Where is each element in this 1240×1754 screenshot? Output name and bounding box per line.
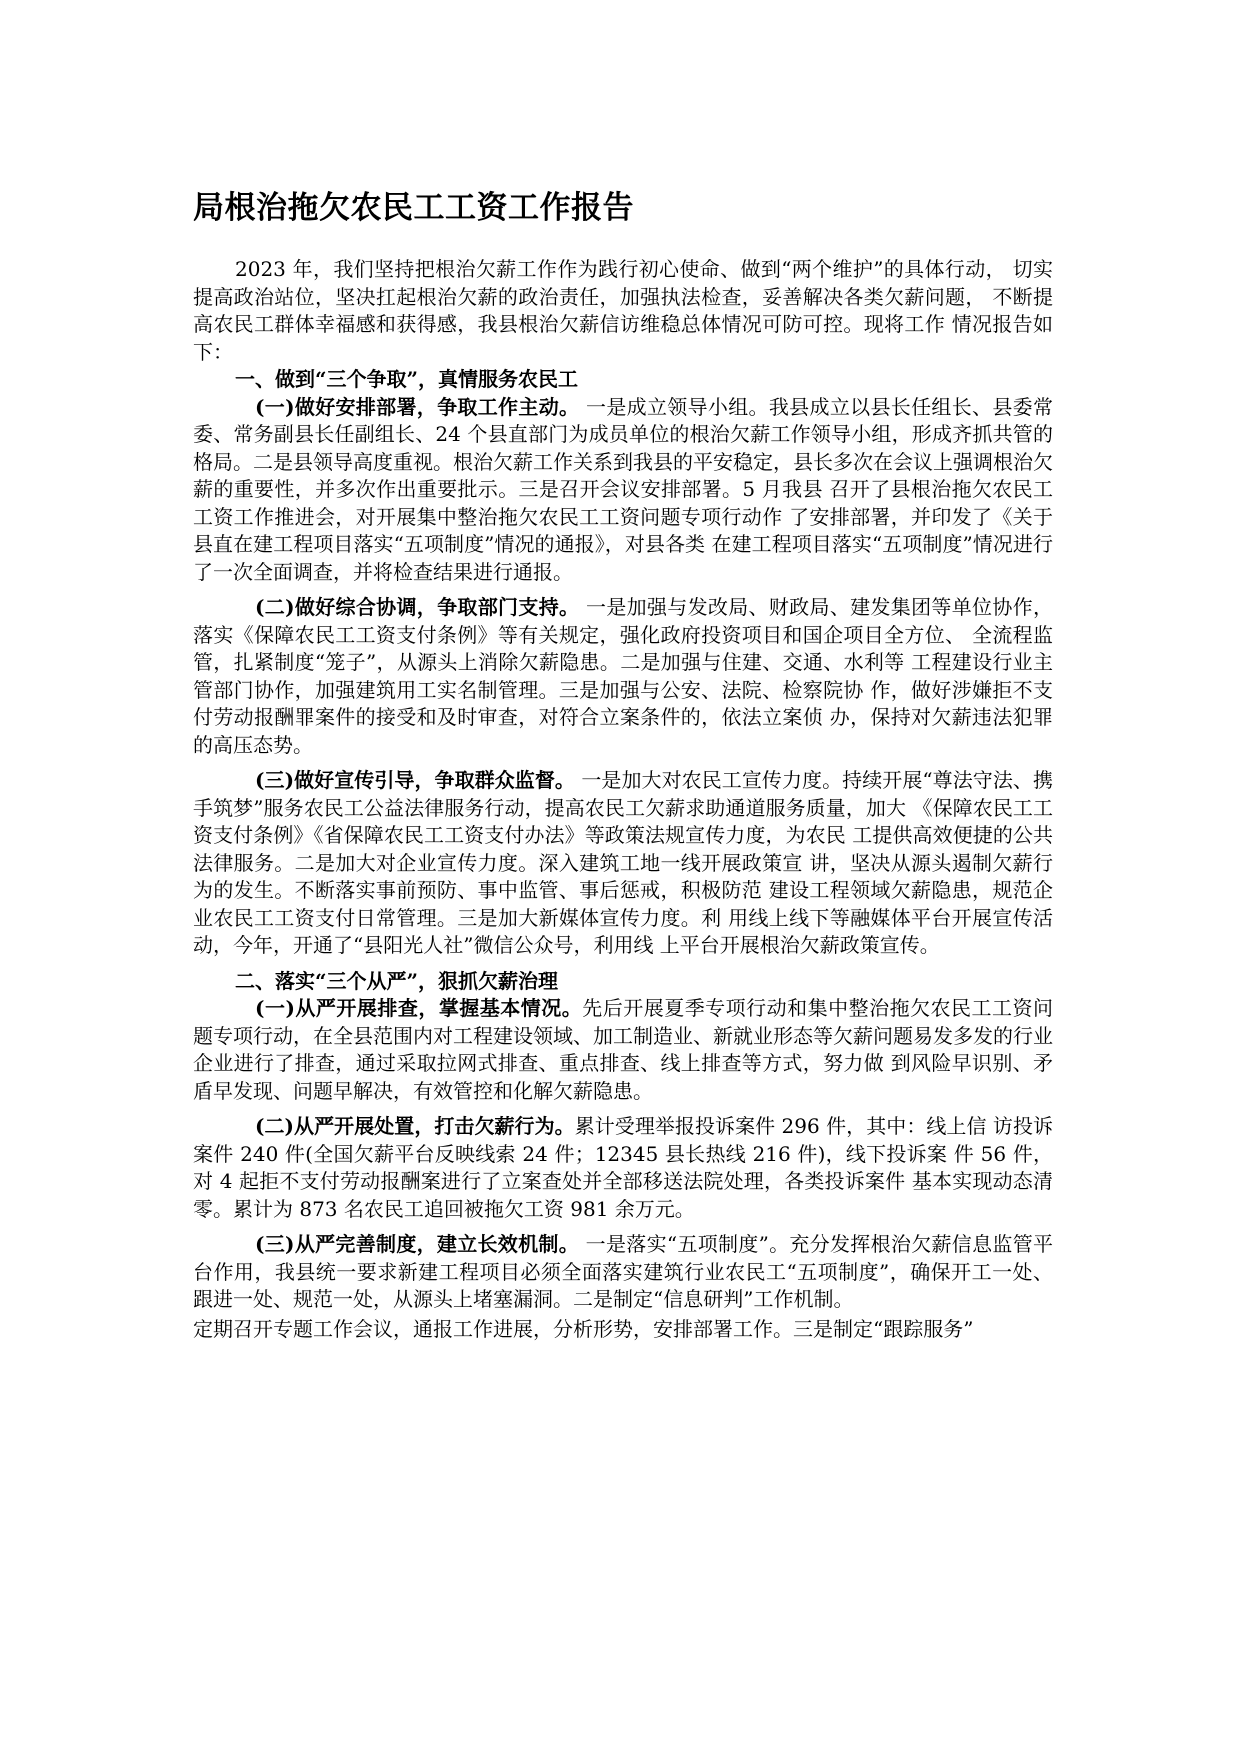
continuation-line: 定期召开专题工作会议，通报工作进展，分析形势，安排部署工作。三是制定“跟踪服务” xyxy=(193,1316,974,1341)
item-body: 累计受理举报投诉案件 296 件，其中：线上信 访投诉案件 240 件(全国欠薪平台反映线索 24 件；12345 县长热线 216 件)，线下投诉案 件 56 件，对 4 起拒不支付劳动报酬案进行了立案查处并全部移送法院处理，各类投诉案件 基本实现动态清零。累计为 873 名农民工追回被拖欠工资 981 余万元。 xyxy=(193,1114,1053,1221)
section-2-item-1 xyxy=(193,995,1053,1105)
item-lead: (一)从严开展排查，掌握基本情况。 xyxy=(255,996,583,1020)
item-lead: (三)从严完善制度，建立长效机制。 xyxy=(255,1232,580,1256)
item-body: 一是成立领导小组。我县成立以县长任组长、县委常委、常务副县长任副组长、24 个县直部门为成员单位的根治欠薪工作领导小组，形成齐抓共管的格局。二是县领导高度重视。根治欠薪工作关系到我县的平安稳定，县长多次在会议上强调根治欠薪的重要性，并多次作出重要批示。三是召开会议安排部署。5 月我县 召开了县根治拖欠农民工工资工作推进会，对开展集中整治拖欠农民工工资问题专项行动作 了安排部署，并印发了《关于县直在建工程项目落实“五项制度”情况的通报》，对县各类 在建工程项目落实“五项制度”情况进行了一次全面调查，并将检查结果进行通报。 xyxy=(193,394,1053,584)
item-lead: (二)从严开展处置，打击欠薪行为。 xyxy=(255,1114,575,1138)
section-2-heading: 二、落实“三个从严”，狠抓欠薪治理 xyxy=(235,968,559,993)
intro-paragraph: 2023 年，我们坚持把根治欠薪工作作为践行初心使命、做到“两个维护”的具体行动， 切实提高政治站位，坚决扛起根治欠薪的政治责任，加强执法检查，妥善解决各类欠薪问题， 不断提高农民工群体幸福感和获得感，我县根治欠薪信访维稳总体情况可防可控。现将工作 情况报告如下： xyxy=(193,257,1053,364)
section-2-item-2 xyxy=(193,1113,1053,1223)
section-2-item-3 xyxy=(193,1231,1053,1314)
section-1-item-3 xyxy=(193,767,1053,960)
document-title: 局根治拖欠农民工工资工作报告 xyxy=(193,190,634,226)
item-body: 先后开展夏季专项行动和集中整治拖欠农民工工资问题专项行动，在全县范围内对工程建设领域、加工制造业、新就业形态等欠薪问题易发多发的行业企业进行了排查，通过采取拉网式排查、重点排查、线上排查等方式，努力做 到风险早识别、矛盾早发现、问题早解决，有效管控和化解欠薪隐患。 xyxy=(193,996,1054,1103)
item-lead: (三)做好宣传引导，争取群众监督。 xyxy=(255,768,575,792)
section-1-heading: 一、做到“三个争取”，真情服务农民工 xyxy=(235,367,579,391)
section-1-item-2 xyxy=(193,594,1053,759)
item-body: 一是加大对农民工宣传力度。持续开展“尊法守法、携手筑梦”服务农民工公益法律服务行动，提高农民工欠薪求助通道服务质量，加大 《保障农民工工资支付条例》《省保障农民工工资支付办法》等政策法规宣传力度，为农民 工提供高效便捷的公共法律服务。二是加大对企业宣传力度。深入建筑工地一线开展政策宣 讲，坚决从源头遏制欠薪行为的发生。不断落实事前预防、事中监管、事后惩戒，积极防范 建设工程领域欠薪隐患，规范企业农民工工资支付日常管理。三是加大新媒体宣传力度。利 用线上线下等融媒体平台开展宣传活动，今年，开通了“县阳光人社”微信公众号，利用线 上平台开展根治欠薪政策宣传。 xyxy=(193,768,1053,957)
section-1-item-1 xyxy=(193,394,1053,587)
document-page xyxy=(193,188,1053,1343)
item-body: 一是落实“五项制度”。充分发挥根治欠薪信息监管平台作用，我县统一要求新建工程项目必须全面落实建筑行业农民工“五项制度”，确保开工一处、跟进一处、规范一处，从源头上堵塞漏洞。二是制定“信息研判”工作机制。 xyxy=(193,1232,1053,1311)
item-lead: (二)做好综合协调，争取部门支持。 xyxy=(255,595,580,619)
item-body: 一是加强与发改局、财政局、建发集团等单位协作，落实《保障农民工工资支付条例》等有关规定，强化政府投资项目和国企项目全方位、 全流程监管，扎紧制度“笼子”，从源头上消除欠薪隐患。二是加强与住建、交通、水利等 工程建设行业主管部门协作，加强建筑用工实名制管理。三是加强与公安、法院、检察院协 作，做好涉嫌拒不支付劳动报酬罪案件的接受和及时审查，对符合立案条件的，依法立案侦 办，保持对欠薪违法犯罪的高压态势。 xyxy=(193,595,1053,757)
item-lead: (一)做好安排部署，争取工作主动。 xyxy=(255,394,580,419)
